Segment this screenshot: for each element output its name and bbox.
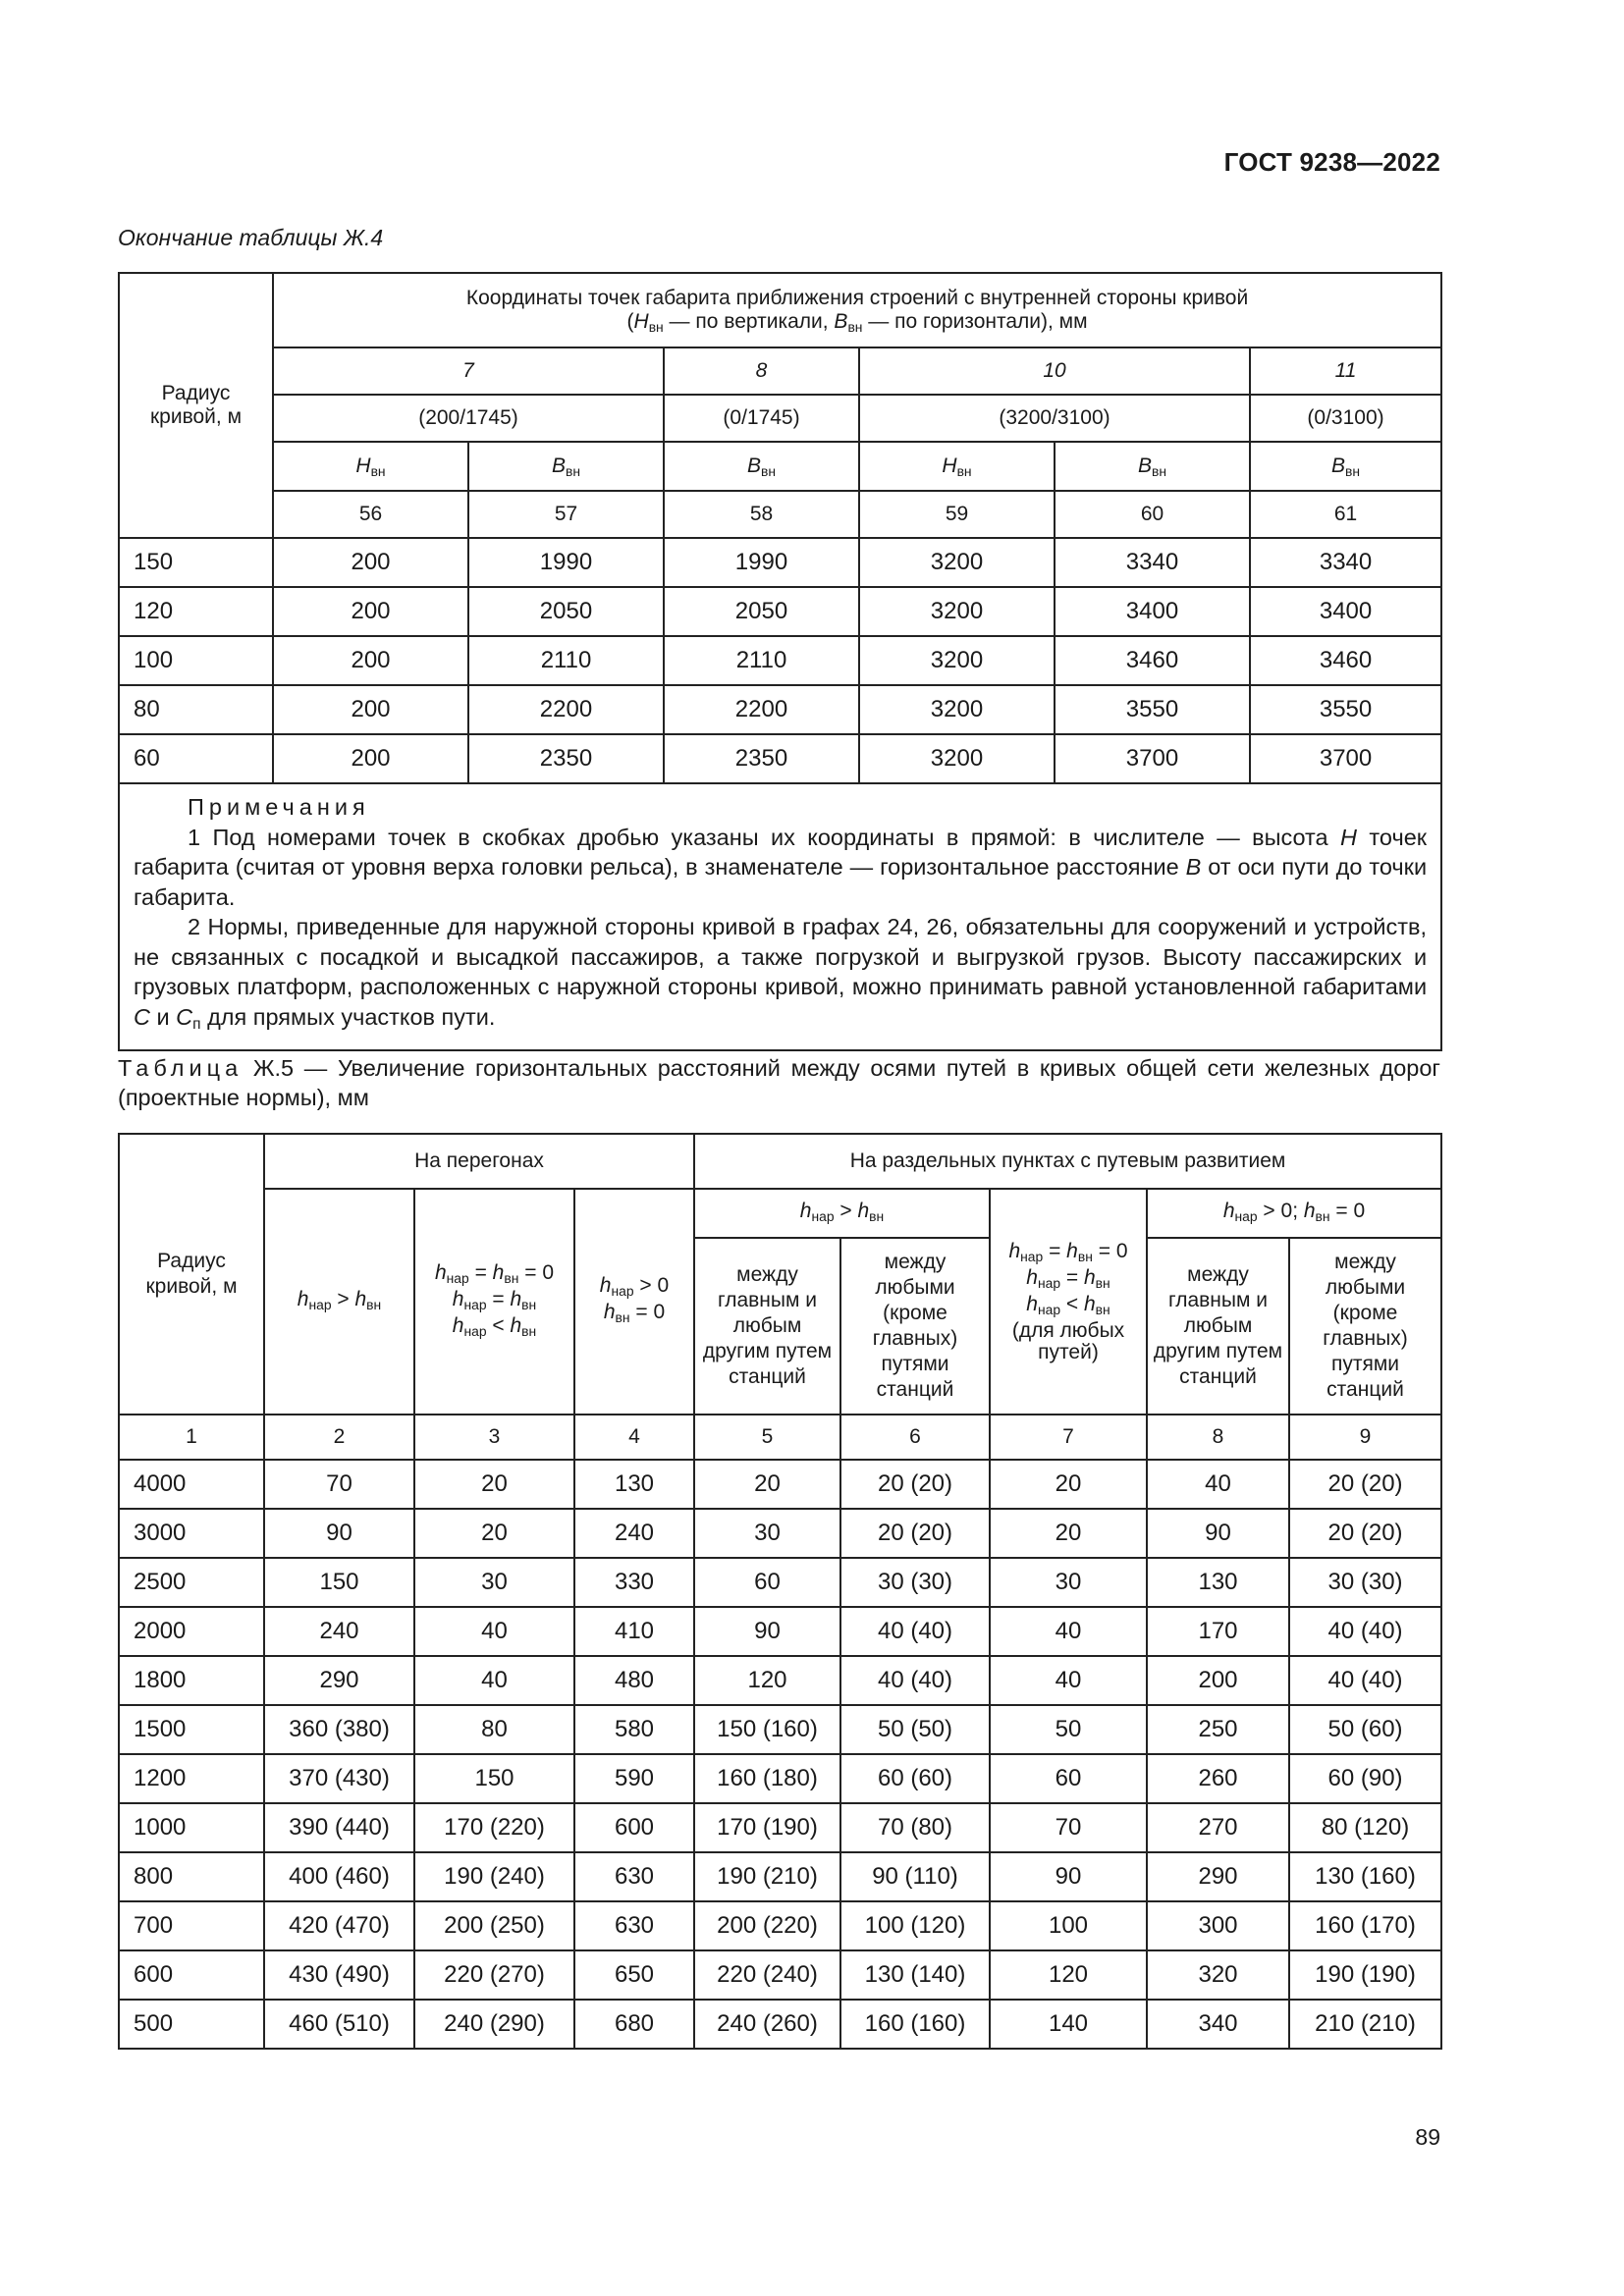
point-11: 11 (1250, 347, 1441, 395)
col-number: 7 (990, 1415, 1147, 1460)
value-cell: 2110 (664, 636, 859, 685)
col4-header: $h_{нар} > 0$ $h_{вн} = 0$ (574, 1189, 694, 1415)
value-cell: 40 (990, 1607, 1147, 1656)
table-row (119, 1803, 1441, 1852)
value-cell: 420 (470) (264, 1901, 414, 1950)
value-cell: 600 (574, 1803, 694, 1852)
value-cell: 240 (574, 1509, 694, 1558)
group-separate-points: На раздельных пунктах с путевым развитием (694, 1134, 1441, 1189)
table-row (119, 1460, 1441, 1509)
value-cell: 290 (264, 1656, 414, 1705)
table-row (119, 1705, 1441, 1754)
col-number: 60 (1055, 491, 1250, 538)
value-cell: 170 (220) (414, 1803, 574, 1852)
value-cell: 210 (210) (1289, 2000, 1441, 2049)
table-notes (119, 783, 1441, 1050)
value-cell: 270 (1147, 1803, 1289, 1852)
value-cell: 300 (1147, 1901, 1289, 1950)
value-cell: 170 (190) (694, 1803, 840, 1852)
value-cell: 40 (40) (1289, 1607, 1441, 1656)
col9-header: между любыми (кроме главных) путями станций (1289, 1238, 1441, 1415)
value-cell: 30 (414, 1558, 574, 1607)
col-b-vn: $B_{вн}$ (664, 442, 859, 491)
col-b-vn: $B_{вн}$ (1250, 442, 1441, 491)
table-row (119, 1607, 1441, 1656)
radius-cell: 2000 (119, 1607, 264, 1656)
value-cell: 40 (1147, 1460, 1289, 1509)
value-cell: 200 (273, 636, 468, 685)
value-cell: 90 (694, 1607, 840, 1656)
coords-title (273, 273, 1441, 347)
value-cell: 3700 (1250, 734, 1441, 783)
value-cell: 30 (990, 1558, 1147, 1607)
col5-header: между главным и любым другим путем станций (694, 1238, 840, 1415)
coords-title-line2: ($H_{вн}$ — по вертикали, $B_{вн}$ — по горизонтали), мм (626, 309, 1088, 335)
value-cell: 2050 (664, 587, 859, 636)
radius-cell: 700 (119, 1901, 264, 1950)
value-cell: 580 (574, 1705, 694, 1754)
col-number: 59 (859, 491, 1055, 538)
value-cell: 100 (120) (840, 1901, 990, 1950)
value-cell: 50 (50) (840, 1705, 990, 1754)
value-cell: 3550 (1250, 685, 1441, 734)
value-cell: 100 (990, 1901, 1147, 1950)
value-cell: 3340 (1250, 538, 1441, 587)
value-cell: 130 (140) (840, 1950, 990, 2000)
value-cell: 160 (160) (840, 2000, 990, 2049)
value-cell: 320 (1147, 1950, 1289, 2000)
value-cell: 200 (273, 734, 468, 783)
radius-cell: 150 (119, 538, 273, 587)
value-cell: 240 (264, 1607, 414, 1656)
value-cell: 130 (160) (1289, 1852, 1441, 1901)
value-cell: 20 (20) (1289, 1460, 1441, 1509)
col-b-vn: $B_{вн}$ (468, 442, 664, 491)
col8-header: между главным и любым другим путем станций (1147, 1238, 1289, 1415)
value-cell: 220 (270) (414, 1950, 574, 2000)
table-row (119, 1901, 1441, 1950)
subgroup-nar-gt0-vn-eq0: $h_{нар} > 0$; $h_{вн} = 0$ (1147, 1189, 1441, 1238)
value-cell: 3550 (1055, 685, 1250, 734)
value-cell: 80 (414, 1705, 574, 1754)
col-number: 61 (1250, 491, 1441, 538)
col-number: 2 (264, 1415, 414, 1460)
value-cell: 20 (990, 1460, 1147, 1509)
value-cell: 200 (1147, 1656, 1289, 1705)
value-cell: 70 (80) (840, 1803, 990, 1852)
value-cell: 3400 (1250, 587, 1441, 636)
radius-cell: 500 (119, 2000, 264, 2049)
value-cell: 150 (264, 1558, 414, 1607)
radius-cell: 4000 (119, 1460, 264, 1509)
value-cell: 3200 (859, 636, 1055, 685)
value-cell: 680 (574, 2000, 694, 2049)
value-cell: 3340 (1055, 538, 1250, 587)
col2-header: $h_{нар} > h_{вн}$ (264, 1189, 414, 1415)
coord-11: (0/3100) (1250, 395, 1441, 442)
table-row (119, 1950, 1441, 2000)
value-cell: 240 (290) (414, 2000, 574, 2049)
col-number: 8 (1147, 1415, 1289, 1460)
value-cell: 200 (273, 538, 468, 587)
col-number: 58 (664, 491, 859, 538)
value-cell: 340 (1147, 2000, 1289, 2049)
value-cell: 460 (510) (264, 2000, 414, 2049)
notes-title: Примечания (188, 794, 370, 820)
value-cell: 50 (60) (1289, 1705, 1441, 1754)
value-cell: 370 (430) (264, 1754, 414, 1803)
value-cell: 40 (40) (840, 1607, 990, 1656)
value-cell: 3200 (859, 734, 1055, 783)
value-cell: 200 (220) (694, 1901, 840, 1950)
value-cell: 40 (414, 1656, 574, 1705)
radius-cell: 1000 (119, 1803, 264, 1852)
table-row (119, 734, 1441, 783)
page-number: 89 (1415, 2124, 1440, 2150)
value-cell: 290 (1147, 1852, 1289, 1901)
point-8: 8 (664, 347, 859, 395)
value-cell: 160 (170) (1289, 1901, 1441, 1950)
table-row (119, 538, 1441, 587)
value-cell: 70 (264, 1460, 414, 1509)
point-7: 7 (273, 347, 664, 395)
value-cell: 190 (190) (1289, 1950, 1441, 2000)
col7-header: $h_{нар} = h_{вн} = 0$ $h_{нар} = h_{вн}$ $h_{нар} < h_{вн}$ (для любых путей) (990, 1189, 1147, 1415)
col-number: 5 (694, 1415, 840, 1460)
value-cell: 90 (1147, 1509, 1289, 1558)
value-cell: 20 (990, 1509, 1147, 1558)
col-number: 9 (1289, 1415, 1441, 1460)
value-cell: 80 (120) (1289, 1803, 1441, 1852)
value-cell: 120 (694, 1656, 840, 1705)
value-cell: 400 (460) (264, 1852, 414, 1901)
value-cell: 90 (264, 1509, 414, 1558)
value-cell: 20 (694, 1460, 840, 1509)
col3-header: $h_{нар} = h_{вн} = 0$ $h_{нар} = h_{вн}$ $h_{нар} < h_{вн}$ (414, 1189, 574, 1415)
value-cell: 60 (694, 1558, 840, 1607)
value-cell: 60 (990, 1754, 1147, 1803)
value-cell: 20 (20) (840, 1509, 990, 1558)
table-row (119, 1509, 1441, 1558)
table-row (119, 587, 1441, 636)
table-zh5 (118, 1133, 1442, 2050)
radius-cell: 1500 (119, 1705, 264, 1754)
col-number: 4 (574, 1415, 694, 1460)
value-cell: 200 (273, 685, 468, 734)
value-cell: 1990 (468, 538, 664, 587)
value-cell: 190 (210) (694, 1852, 840, 1901)
table-zh5-caption: Таблица Ж.5 — Увеличение горизонтальных расстояний между осями путей в кривых общей сети железных дорог (проектные нормы), мм (118, 1055, 1440, 1110)
radius-cell: 3000 (119, 1509, 264, 1558)
value-cell: 3460 (1250, 636, 1441, 685)
value-cell: 3200 (859, 538, 1055, 587)
value-cell: 410 (574, 1607, 694, 1656)
value-cell: 240 (260) (694, 2000, 840, 2049)
table-zh4 (118, 272, 1442, 1051)
radius-cell: 60 (119, 734, 273, 783)
value-cell: 50 (990, 1705, 1147, 1754)
value-cell: 360 (380) (264, 1705, 414, 1754)
value-cell: 60 (90) (1289, 1754, 1441, 1803)
table-row (119, 1754, 1441, 1803)
table-row (119, 636, 1441, 685)
value-cell: 3400 (1055, 587, 1250, 636)
value-cell: 40 (990, 1656, 1147, 1705)
table-row (119, 1656, 1441, 1705)
col-number: 1 (119, 1415, 264, 1460)
value-cell: 2050 (468, 587, 664, 636)
value-cell: 20 (20) (1289, 1509, 1441, 1558)
col-h-vn: $H_{вн}$ (859, 442, 1055, 491)
col-number: 6 (840, 1415, 990, 1460)
value-cell: 220 (240) (694, 1950, 840, 2000)
point-10: 10 (859, 347, 1250, 395)
value-cell: 30 (30) (840, 1558, 990, 1607)
value-cell: 430 (490) (264, 1950, 414, 2000)
value-cell: 90 (990, 1852, 1147, 1901)
radius-cell: 1800 (119, 1656, 264, 1705)
table-row (119, 1558, 1441, 1607)
group-on-hauls: На перегонах (264, 1134, 694, 1189)
value-cell: 2350 (664, 734, 859, 783)
column-numbers-row (119, 1415, 1441, 1460)
value-cell: 1990 (664, 538, 859, 587)
value-cell: 3460 (1055, 636, 1250, 685)
radius-cell: 1200 (119, 1754, 264, 1803)
value-cell: 40 (414, 1607, 574, 1656)
coord-7: (200/1745) (273, 395, 664, 442)
radius-cell: 800 (119, 1852, 264, 1901)
value-cell: 2110 (468, 636, 664, 685)
value-cell: 160 (180) (694, 1754, 840, 1803)
value-cell: 3200 (859, 587, 1055, 636)
col-number: 3 (414, 1415, 574, 1460)
radius-header: Радиус кривой, м (119, 273, 273, 538)
value-cell: 190 (240) (414, 1852, 574, 1901)
value-cell: 20 (414, 1460, 574, 1509)
coord-8: (0/1745) (664, 395, 859, 442)
table-row (119, 2000, 1441, 2049)
table-row (119, 1852, 1441, 1901)
value-cell: 20 (20) (840, 1460, 990, 1509)
col6-header: между любыми (кроме главных) путями станций (840, 1238, 990, 1415)
col-h-vn: $H_{вн}$ (273, 442, 468, 491)
document-code: ГОСТ 9238—2022 (1223, 147, 1440, 177)
value-cell: 200 (273, 587, 468, 636)
value-cell: 40 (40) (1289, 1656, 1441, 1705)
radius-header: Радиус кривой, м (119, 1134, 264, 1415)
value-cell: 60 (60) (840, 1754, 990, 1803)
radius-cell: 600 (119, 1950, 264, 2000)
value-cell: 3700 (1055, 734, 1250, 783)
column-numbers-row (119, 491, 1441, 538)
value-cell: 630 (574, 1901, 694, 1950)
coords-title-line1: Координаты точек габарита приближения строений с внутренней стороны кривой (465, 286, 1249, 309)
note-1: 1 Под номерами точек в скобках дробью указаны их координаты в прямой: в числителе — высота H точек габарита (считая от уровня верха головки рельса), в знаменателе — горизонтальное расстояние B от оси пути до точки габарита. (134, 824, 1428, 910)
value-cell: 90 (110) (840, 1852, 990, 1901)
value-cell: 130 (1147, 1558, 1289, 1607)
table-continuation-caption: Окончание таблицы Ж.4 (118, 225, 384, 250)
col-number: 57 (468, 491, 664, 538)
note-2: 2 Нормы, приведенные для наружной стороны кривой в графах 24, 26, обязательны для сооружений и устройств, не связанных с посадкой и высадкой пассажиров, а также погрузкой и выгрузкой грузов. Высоту пассажирских и грузовых платформ, расположенных с наружной стороны кривой, можно принимать равной установленной габаритами С и $С_п$ для прямых участков пути. (134, 914, 1428, 1033)
value-cell: 150 (160) (694, 1705, 840, 1754)
radius-cell: 120 (119, 587, 273, 636)
radius-cell: 2500 (119, 1558, 264, 1607)
value-cell: 480 (574, 1656, 694, 1705)
subgroup-nar-gt-vn: $h_{нар} > h_{вн}$ (694, 1189, 990, 1238)
value-cell: 20 (414, 1509, 574, 1558)
value-cell: 390 (440) (264, 1803, 414, 1852)
value-cell: 130 (574, 1460, 694, 1509)
value-cell: 30 (30) (1289, 1558, 1441, 1607)
col-b-vn: $B_{вн}$ (1055, 442, 1250, 491)
value-cell: 330 (574, 1558, 694, 1607)
value-cell: 120 (990, 1950, 1147, 2000)
value-cell: 2200 (468, 685, 664, 734)
value-cell: 3200 (859, 685, 1055, 734)
radius-cell: 80 (119, 685, 273, 734)
radius-cell: 100 (119, 636, 273, 685)
value-cell: 150 (414, 1754, 574, 1803)
value-cell: 30 (694, 1509, 840, 1558)
value-cell: 2350 (468, 734, 664, 783)
value-cell: 200 (250) (414, 1901, 574, 1950)
value-cell: 250 (1147, 1705, 1289, 1754)
value-cell: 650 (574, 1950, 694, 2000)
value-cell: 590 (574, 1754, 694, 1803)
value-cell: 630 (574, 1852, 694, 1901)
value-cell: 40 (40) (840, 1656, 990, 1705)
coord-10: (3200/3100) (859, 395, 1250, 442)
value-cell: 260 (1147, 1754, 1289, 1803)
value-cell: 170 (1147, 1607, 1289, 1656)
value-cell: 2200 (664, 685, 859, 734)
col-number: 56 (273, 491, 468, 538)
table-row (119, 685, 1441, 734)
value-cell: 140 (990, 2000, 1147, 2049)
value-cell: 70 (990, 1803, 1147, 1852)
